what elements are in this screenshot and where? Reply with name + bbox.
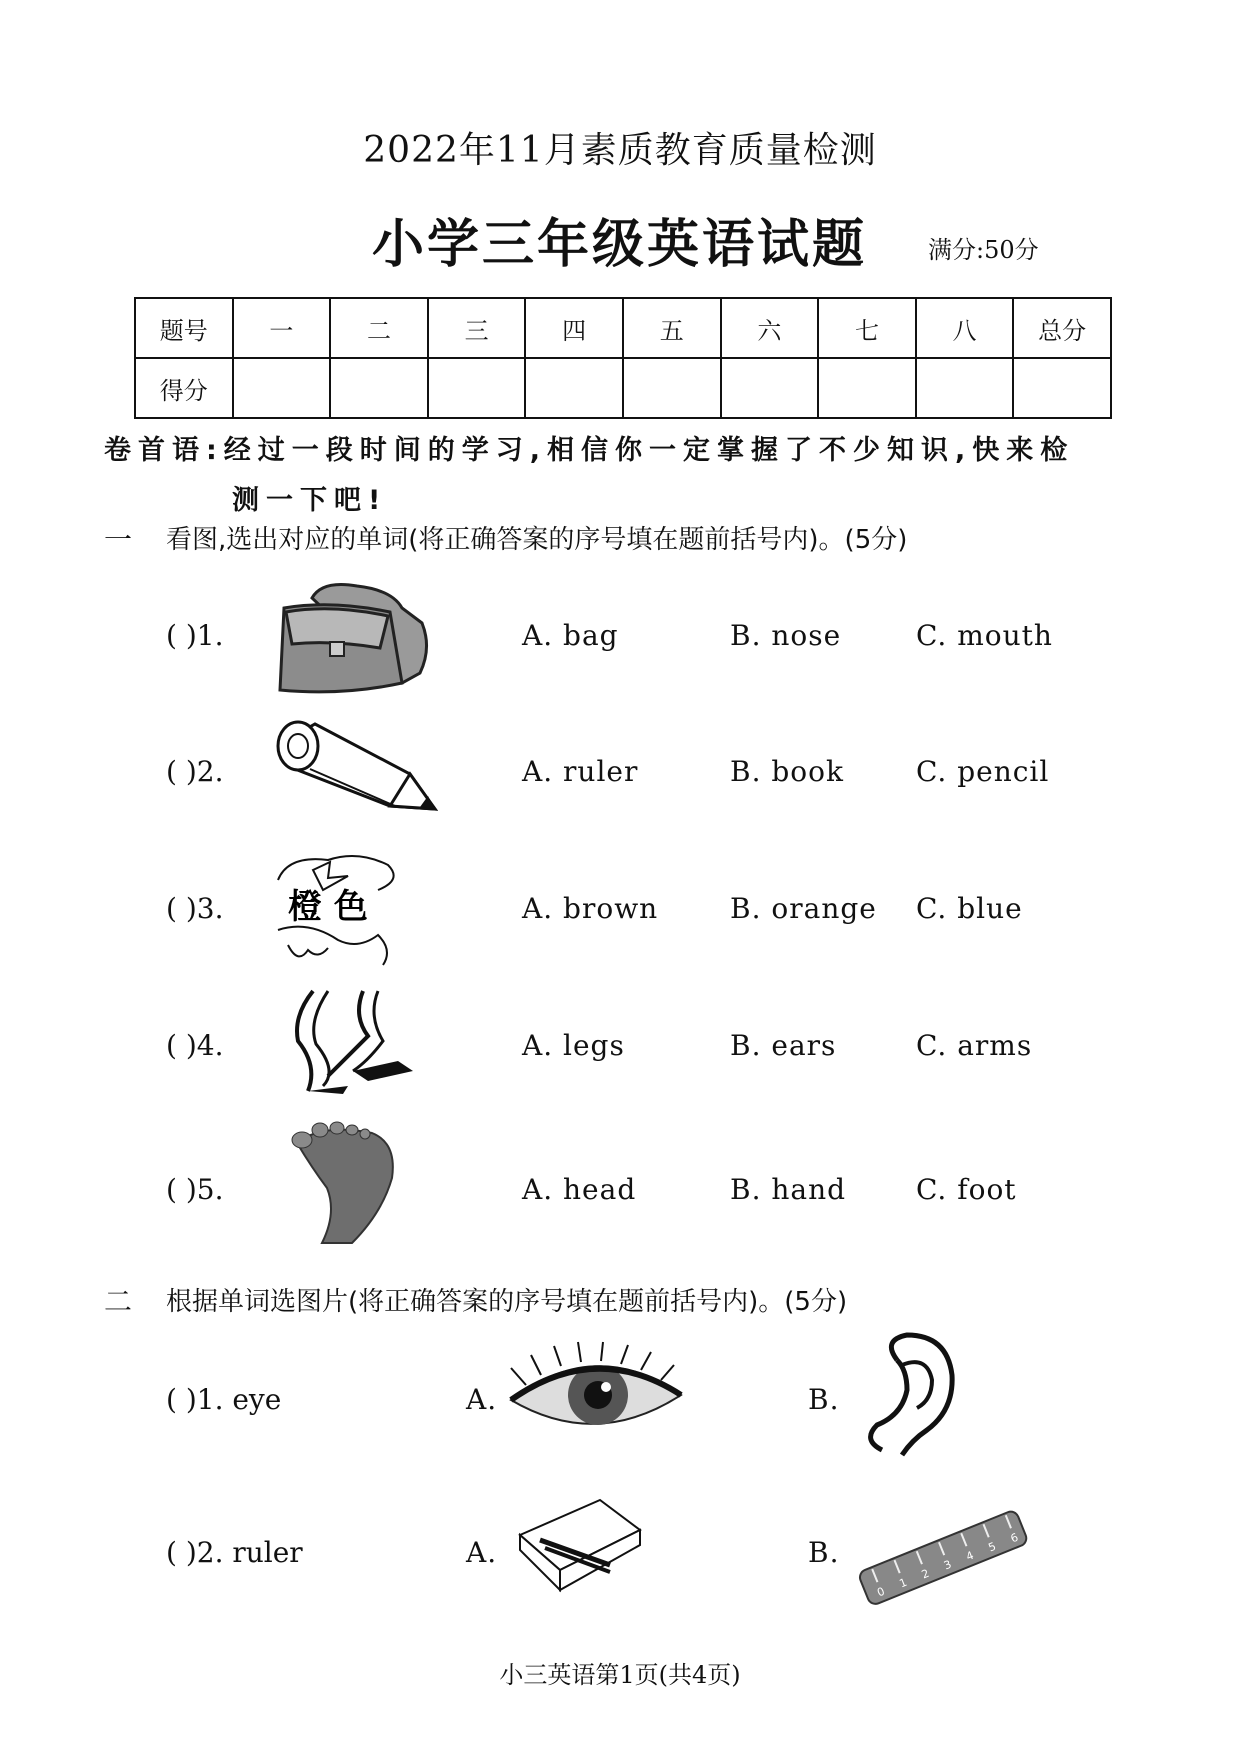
section-1-instruction: 看图,选出对应的单词(将正确答案的序号填在题前括号内)。(5分) <box>166 525 908 555</box>
option-b[interactable]: B. hand <box>730 1173 847 1206</box>
question-label[interactable]: ( )2. <box>166 755 224 788</box>
score-cell: 二 <box>330 298 428 358</box>
section-2-instruction: 根据单词选图片(将正确答案的序号填在题前括号内)。(5分) <box>166 1287 848 1317</box>
question-label[interactable]: ( )1. <box>166 619 224 652</box>
question-label[interactable]: ( )4. <box>166 1029 224 1062</box>
ruler-icon <box>852 1500 1032 1610</box>
pencil-icon <box>270 714 440 824</box>
option-a[interactable]: A. head <box>522 1173 637 1206</box>
ruler-mark: 0 <box>875 1584 887 1600</box>
option-a[interactable]: A. <box>466 1383 498 1416</box>
section-1-number: 一 <box>104 523 133 556</box>
score-table <box>134 297 1112 419</box>
option-b[interactable]: B. <box>808 1383 840 1416</box>
eye-icon <box>506 1340 686 1450</box>
score-table-header-row <box>135 298 1111 358</box>
option-a[interactable]: A. brown <box>522 892 659 925</box>
option-c[interactable]: C. blue <box>916 892 1023 925</box>
score-input-cell[interactable] <box>330 358 428 418</box>
score-input-cell[interactable] <box>916 358 1014 418</box>
bag-icon <box>272 578 432 698</box>
option-c[interactable]: C. mouth <box>916 619 1053 652</box>
ruler-mark: 1 <box>897 1575 909 1591</box>
score-input-cell[interactable] <box>623 358 721 418</box>
ruler-mark: 2 <box>919 1566 932 1582</box>
score-cell: 六 <box>721 298 819 358</box>
page-footer: 小三英语第1页(共4页) <box>499 1661 741 1689</box>
score-cell: 总分 <box>1013 298 1111 358</box>
option-c[interactable]: C. foot <box>916 1173 1017 1206</box>
page-title: 小学三年级英语试题 <box>372 215 868 275</box>
option-a[interactable]: A. <box>466 1536 498 1569</box>
option-a[interactable]: A. bag <box>522 619 619 652</box>
legs-icon <box>268 986 428 1096</box>
option-a[interactable]: A. ruler <box>522 755 639 788</box>
option-b[interactable]: B. orange <box>730 892 877 925</box>
question-label[interactable]: ( )5. <box>166 1173 224 1206</box>
score-cell: 四 <box>525 298 623 358</box>
ruler-mark: 6 <box>1008 1530 1021 1546</box>
score-cell: 题号 <box>135 298 233 358</box>
score-input-cell[interactable] <box>428 358 526 418</box>
option-c[interactable]: C. pencil <box>916 755 1050 788</box>
intro-line-1: 卷首语:经过一段时间的学习,相信你一定掌握了不少知识,快来检 <box>104 435 1075 466</box>
score-cell: 得分 <box>135 358 233 418</box>
score-input-cell[interactable] <box>233 358 331 418</box>
pencil-box-icon <box>510 1490 650 1610</box>
ruler-mark: 5 <box>986 1539 998 1555</box>
score-cell: 五 <box>623 298 721 358</box>
score-input-cell[interactable] <box>525 358 623 418</box>
question-label[interactable]: ( )1. eye <box>166 1383 282 1416</box>
question-label[interactable]: ( )2. ruler <box>166 1536 303 1569</box>
section-2-number: 二 <box>104 1285 133 1318</box>
question-label[interactable]: ( )3. <box>166 892 224 925</box>
ear-icon <box>852 1330 962 1460</box>
picture-caption: 橙 色 <box>288 887 368 927</box>
score-input-cell[interactable] <box>1013 358 1111 418</box>
foot-icon <box>282 1118 412 1248</box>
exam-header-line: 2022年11月素质教育质量检测 <box>363 130 877 171</box>
option-c[interactable]: C. arms <box>916 1029 1033 1062</box>
score-table-score-row <box>135 358 1111 418</box>
score-cell: 七 <box>818 298 916 358</box>
score-cell: 一 <box>233 298 331 358</box>
option-b[interactable]: B. <box>808 1536 840 1569</box>
option-b[interactable]: B. book <box>730 755 844 788</box>
ruler-mark: 4 <box>964 1548 976 1564</box>
option-b[interactable]: B. ears <box>730 1029 837 1062</box>
full-score: 满分:50分 <box>928 236 1039 264</box>
score-input-cell[interactable] <box>818 358 916 418</box>
option-b[interactable]: B. nose <box>730 619 842 652</box>
option-a[interactable]: A. legs <box>522 1029 625 1062</box>
orange-color-icon <box>268 850 408 970</box>
ruler-mark: 3 <box>942 1557 954 1573</box>
score-input-cell[interactable] <box>721 358 819 418</box>
score-cell: 八 <box>916 298 1014 358</box>
intro-line-2: 测一下吧! <box>232 485 388 516</box>
score-cell: 三 <box>428 298 526 358</box>
